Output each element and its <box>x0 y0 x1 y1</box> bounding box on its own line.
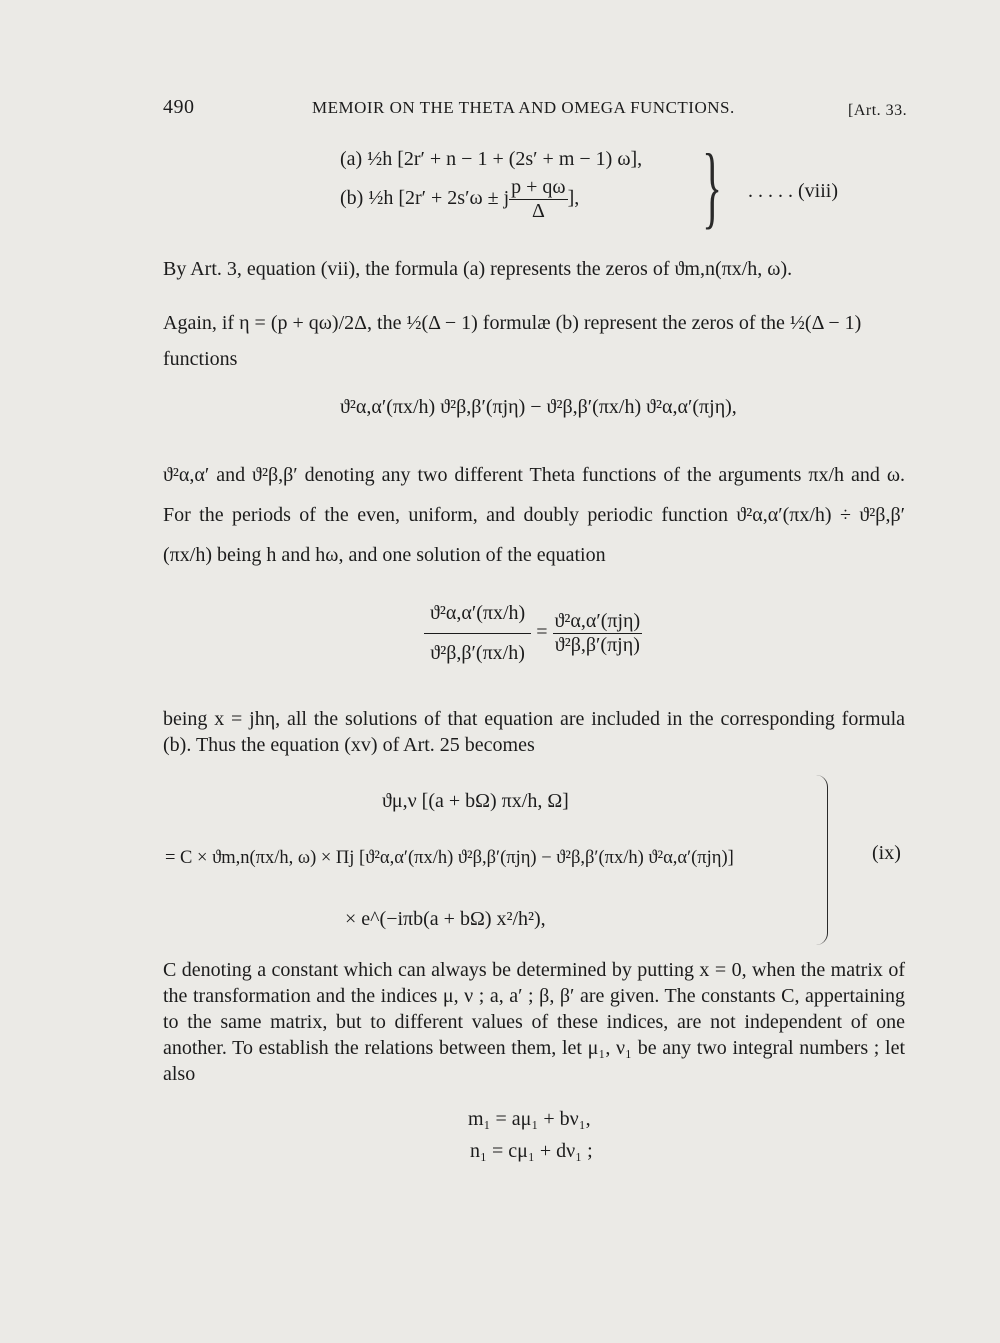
equation-m1: m₁ = aμ₁ + bν₁, <box>468 1108 591 1130</box>
ratio-rhs-numerator: ϑ²α,α′(πjη) <box>554 610 641 632</box>
equals-sign: = <box>536 621 553 644</box>
fraction-numerator: p + qω <box>511 176 566 198</box>
equation-viii-b-right: ], <box>567 187 580 210</box>
equation-ix-line2: = C × ϑm,n(πx/h, ω) × Πj [ϑ²α,α′(πx/h) ϑ²β,β′(πjη) − ϑ²β,β′(πx/h) ϑ²α,α′(πjη)] <box>165 848 734 868</box>
equation-label-viii: . . . . . (viii) <box>748 180 838 202</box>
equation-viii-b <box>340 176 579 223</box>
equation-viii-b-fraction <box>509 176 567 223</box>
equation-ix-line1: ϑμ,ν [(a + bΩ) πx/h, Ω] <box>382 790 569 812</box>
paragraph-again: Again, if η = (p + qω)/2Δ, the ½(Δ − 1) formulæ (b) represent the zeros of the ½(Δ − 1) <box>163 312 862 334</box>
paragraph-zeros: By Art. 3, equation (vii), the formula (a) represents the zeros of ϑm,n(πx/h, ω). <box>163 258 793 280</box>
running-title: MEMOIR ON THE THETA AND OMEGA FUNCTIONS. <box>312 98 735 117</box>
equation-functions: ϑ²α,α′(πx/h) ϑ²β,β′(πjη) − ϑ²β,β′(πx/h) ϑ²α,α′(πjη), <box>340 396 737 418</box>
ratio-rhs <box>553 610 643 657</box>
paragraph-theta-functions: ϑ²α,α′ and ϑ²β,β′ denoting any two different Theta functions of the arguments πx/h and ω. For the periods of the even, uniform, and doubly periodic function ϑ²α,α′(πx/h) ÷ ϑ²β,β′(πx/h) being h and hω, and one solution of the equation <box>163 464 905 566</box>
equation-ratio <box>424 598 642 669</box>
paragraph-constant-c: C denoting a constant which can always be determined by putting x = 0, when the matrix of the transformation and the indices μ, ν ; a, a′ ; β, β′ are given. The constants C, appertaining to the same matrix, but to different values of these indices, are not independent of one another. To establish the relations between them, let μ₁, ν₁ be any two integral numbers ; let also <box>163 959 905 1085</box>
right-brace-viii: } <box>702 135 723 237</box>
paragraph-solutions: being x = jhη, all the solutions of that equation are included in the corresponding formula (b). Thus the equation (xv) of Art. 25 becomes <box>163 708 905 756</box>
equation-ix-line3: × e^(−iπb(a + bΩ) x²/h²), <box>345 908 546 930</box>
fraction-denominator: Δ <box>531 200 545 222</box>
right-brace-ix <box>813 775 828 945</box>
ratio-lhs <box>424 598 531 669</box>
equation-viii-a: (a) ½h [2r′ + n − 1 + (2s′ + m − 1) ω], <box>340 148 643 170</box>
ratio-lhs-numerator: ϑ²α,α′(πx/h) <box>424 598 531 634</box>
ratio-rhs-denominator: ϑ²β,β′(πjη) <box>554 634 640 656</box>
article-marker: [Art. 33. <box>848 102 908 119</box>
page-number: 490 <box>163 96 195 118</box>
equation-n1: n₁ = cμ₁ + dν₁ ; <box>470 1140 593 1162</box>
equation-viii-b-left: (b) ½h [2r′ + 2s′ω ± j <box>340 187 510 210</box>
equation-label-ix: (ix) <box>872 842 901 864</box>
paragraph-functions: functions <box>163 348 238 370</box>
ratio-lhs-denominator: ϑ²β,β′(πx/h) <box>430 642 525 664</box>
